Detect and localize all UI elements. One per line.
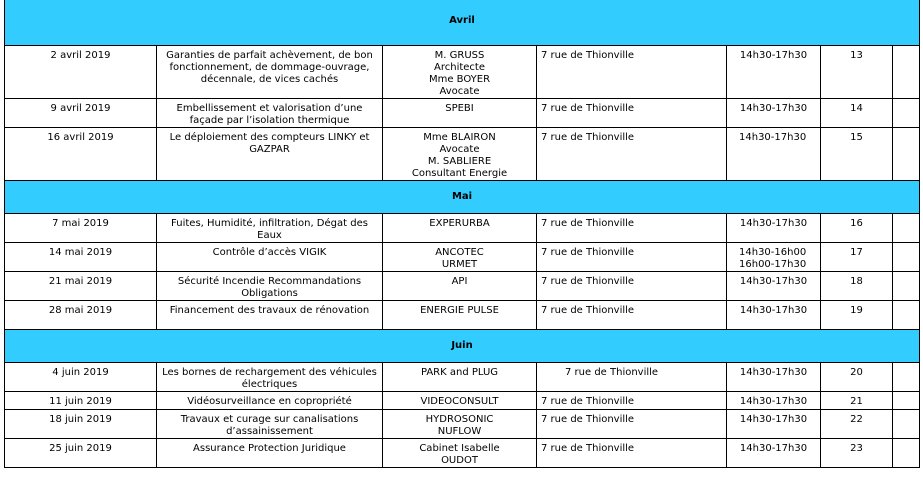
session-number-cell: 18	[821, 272, 893, 301]
date-cell: 2 avril 2019	[5, 46, 157, 99]
time-cell	[727, 272, 821, 301]
time-cell	[727, 99, 821, 128]
schedule-table	[4, 0, 920, 468]
place-cell: 7 rue de Thionville	[537, 46, 727, 99]
date-cell: 21 mai 2019	[5, 272, 157, 301]
time-cell	[727, 301, 821, 330]
speaker-line: API	[451, 276, 468, 287]
topic-cell: Assurance Protection Juridique	[157, 439, 383, 468]
time-line: 16h00-17h30	[739, 259, 807, 270]
place-cell: 7 rue de Thionville	[537, 392, 727, 410]
empty-cell	[893, 128, 920, 181]
month-title: Avril	[5, 0, 920, 46]
topic-cell: Les bornes de rechargement des véhicules électriques	[157, 363, 383, 392]
place-cell: 7 rue de Thionville	[537, 243, 727, 272]
speaker-cell	[383, 272, 537, 301]
date-cell: 7 mai 2019	[5, 214, 157, 243]
time-line: 14h30-17h30	[739, 414, 808, 425]
session-number-cell: 22	[821, 410, 893, 439]
speaker-line: PARK and PLUG	[420, 367, 499, 378]
speaker-cell	[383, 128, 537, 181]
place-cell: 7 rue de Thionville	[537, 214, 727, 243]
topic-cell: Garanties de parfait achèvement, de bon fonctionnement, de dommage-ouvrage, décennale, de vices cachés	[157, 46, 383, 99]
table-row	[5, 46, 920, 99]
empty-cell	[893, 99, 920, 128]
month-title: Mai	[5, 181, 920, 214]
speaker-line: ANCOTEC	[435, 247, 484, 258]
empty-cell	[893, 272, 920, 301]
time-cell	[727, 214, 821, 243]
time-line: 14h30-17h30	[739, 218, 808, 229]
speaker-cell	[383, 301, 537, 330]
table-row	[5, 128, 920, 181]
empty-cell	[893, 46, 920, 99]
session-number-cell: 16	[821, 214, 893, 243]
table-row	[5, 301, 920, 330]
speaker-line: Avocate	[439, 86, 480, 97]
session-number-cell: 13	[821, 46, 893, 99]
section-header-row	[5, 0, 920, 46]
speaker-line: Mme BOYER	[428, 74, 491, 85]
date-cell: 16 avril 2019	[5, 128, 157, 181]
speaker-line: Architecte	[434, 62, 485, 73]
time-line: 14h30-17h30	[739, 305, 808, 316]
place-cell: 7 rue de Thionville	[537, 272, 727, 301]
place-cell: 7 rue de Thionville	[537, 439, 727, 468]
speaker-cell	[383, 439, 537, 468]
table-row	[5, 363, 920, 392]
section-header-row	[5, 330, 920, 363]
time-line: 14h30-17h30	[739, 276, 808, 287]
time-cell	[727, 243, 821, 272]
time-cell	[727, 410, 821, 439]
speaker-line: URMET	[441, 259, 478, 270]
speaker-line: NUFLOW	[437, 426, 482, 437]
place-cell: 7 rue de Thionville	[537, 363, 727, 392]
session-number-cell: 14	[821, 99, 893, 128]
topic-cell: Sécurité Incendie Recommandations Obligations	[157, 272, 383, 301]
speaker-line: OUDOT	[441, 455, 478, 466]
time-cell	[727, 439, 821, 468]
speaker-cell	[383, 99, 537, 128]
time-line: 14h30-16h00	[739, 247, 807, 258]
month-title: Juin	[5, 330, 920, 363]
speaker-line: VIDEOCONSULT	[420, 396, 499, 407]
date-cell: 9 avril 2019	[5, 99, 157, 128]
speaker-line: M. GRUSS	[434, 50, 485, 61]
time-cell	[727, 46, 821, 99]
empty-cell	[893, 301, 920, 330]
topic-cell: Financement des travaux de rénovation	[157, 301, 383, 330]
session-number-cell: 19	[821, 301, 893, 330]
date-cell: 14 mai 2019	[5, 243, 157, 272]
time-line: 14h30-17h30	[739, 396, 808, 407]
table-row	[5, 272, 920, 301]
table-row	[5, 439, 920, 468]
place-cell: 7 rue de Thionville	[537, 128, 727, 181]
time-line: 14h30-17h30	[739, 132, 807, 143]
speaker-line: Mme BLAIRON	[423, 132, 496, 143]
time-line: 14h30-17h30	[739, 50, 808, 61]
speaker-cell	[383, 243, 537, 272]
speaker-line: Consultant Energie	[411, 168, 508, 179]
speaker-cell	[383, 46, 537, 99]
time-cell	[727, 363, 821, 392]
section-header-row	[5, 181, 920, 214]
date-cell: 25 juin 2019	[5, 439, 157, 468]
session-number-cell: 20	[821, 363, 893, 392]
topic-cell: Contrôle d’accès VIGIK	[157, 243, 383, 272]
date-cell: 4 juin 2019	[5, 363, 157, 392]
table-row	[5, 392, 920, 410]
speaker-cell	[383, 214, 537, 243]
speaker-line: M. SABLIERE	[427, 156, 492, 167]
session-number-cell: 21	[821, 392, 893, 410]
speaker-line: Avocate	[439, 144, 480, 155]
topic-cell: Embellissement et valorisation d’une façade par l’isolation thermique	[157, 99, 383, 128]
time-cell	[727, 392, 821, 410]
session-number-cell: 23	[821, 439, 893, 468]
empty-cell	[893, 214, 920, 243]
speaker-cell	[383, 410, 537, 439]
date-cell: 28 mai 2019	[5, 301, 157, 330]
topic-cell: Fuites, Humidité, infiltration, Dégat des Eaux	[157, 214, 383, 243]
date-cell: 18 juin 2019	[5, 410, 157, 439]
table-row	[5, 214, 920, 243]
speaker-line: EXPERURBA	[429, 218, 490, 229]
speaker-line: Cabinet Isabelle	[419, 443, 500, 454]
time-line: 14h30-17h30	[739, 103, 808, 114]
table-row	[5, 410, 920, 439]
session-number-cell: 15	[821, 128, 893, 181]
place-cell: 7 rue de Thionville	[537, 410, 727, 439]
topic-cell: Le déploiement des compteurs LINKY et GAZPAR	[157, 128, 383, 181]
empty-cell	[893, 243, 920, 272]
speaker-cell	[383, 392, 537, 410]
speaker-line: HYDROSONIC	[425, 414, 494, 425]
speaker-line: SPEBI	[445, 103, 474, 114]
empty-cell	[893, 392, 920, 410]
place-cell: 7 rue de Thionville	[537, 99, 727, 128]
table-row	[5, 243, 920, 272]
topic-cell: Travaux et curage sur canalisations d’assainissement	[157, 410, 383, 439]
empty-cell	[893, 439, 920, 468]
place-cell: 7 rue de Thionville	[537, 301, 727, 330]
table-row	[5, 99, 920, 128]
empty-cell	[893, 363, 920, 392]
session-number-cell: 17	[821, 243, 893, 272]
topic-cell: Vidéosurveillance en copropriété	[157, 392, 383, 410]
empty-cell	[893, 410, 920, 439]
time-line: 14h30-17h30	[739, 367, 808, 378]
time-cell	[727, 128, 821, 181]
speaker-line: ENERGIE PULSE	[420, 305, 499, 316]
date-cell: 11 juin 2019	[5, 392, 157, 410]
speaker-cell	[383, 363, 537, 392]
time-line: 14h30-17h30	[739, 443, 808, 454]
